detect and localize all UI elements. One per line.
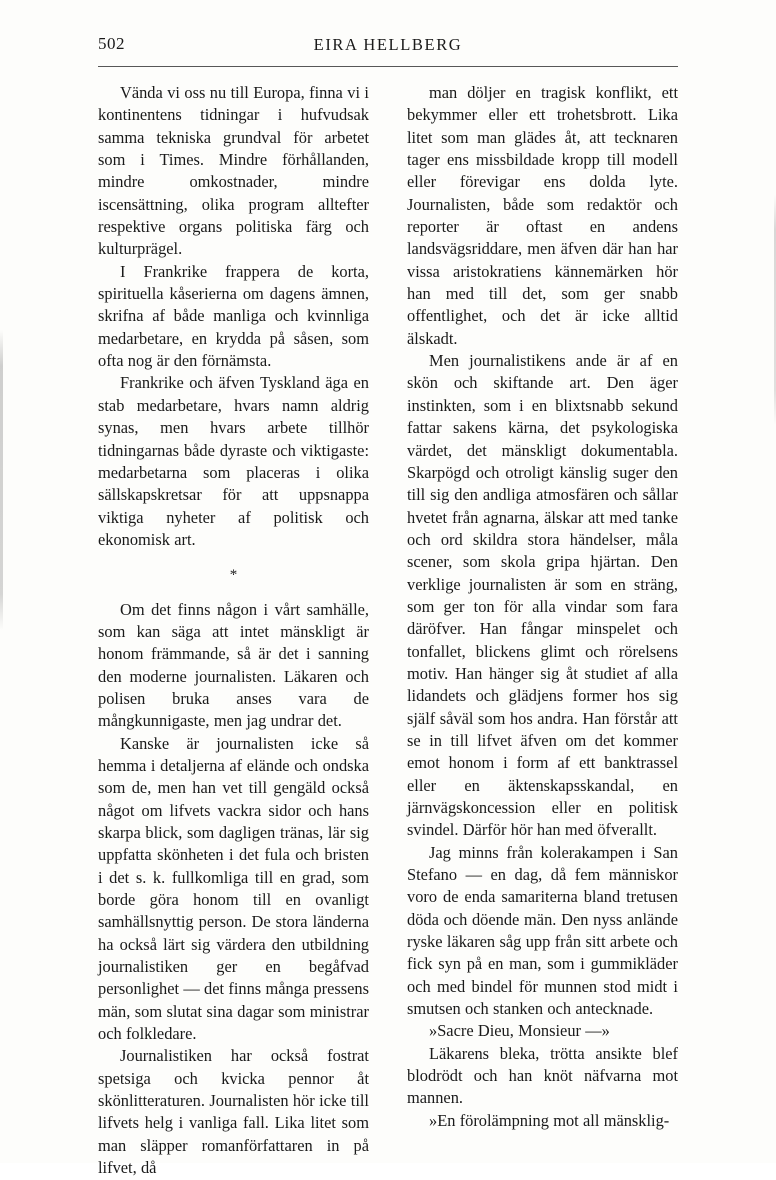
header-rule bbox=[98, 66, 678, 67]
paragraph: Journalistiken har också fostrat spetsiga och kvicka pennor åt skönlitteraturen. Journalisten hör icke till lifvets helg i vanliga fall. Lika litet som man släpper romanförfattaren in på lifvet, då bbox=[98, 1046, 369, 1178]
running-head-title: EIRA HELLBERG bbox=[313, 35, 463, 54]
paragraph: Jag minns från kolerakampen i San Stefano — en dag, då fem människor voro de enda samariterna bland tretusen döda och döende män. Den nyss anlände ryske läkaren såg upp från sitt arbete och fick syn på en man, som i gummikläder och med bindel för munnen stod midt i smutsen och stanken och antecknade. bbox=[407, 842, 678, 1019]
paragraph: Kanske är journalisten icke så hemma i detaljerna af elände och ondska som de, men han vet till gengäld också något om lifvets vackra sidor och hans skarpa blick, som dagligen tränas, lär sig uppfatta skönheten i det fula och bristen i det s. k. fullkomliga till en grad, som borde göra honom till en ovanligt samhällsnyttig person. De stora länderna ha också lärt sig värdera den utbildning journalistiken ger en begåfvad personlighet — det finns många pressens män, som slutat sina dagar som ministrar och folkledare. bbox=[98, 733, 369, 1044]
column-right bbox=[407, 82, 678, 1130]
paragraph: Vända vi oss nu till Europa, finna vi i kontinentens tidningar i hufvudsak samma tekniska grundval för arbetet som i Times. Mindre förhållanden, mindre omkostnader, mindre iscensättning, olika program alltefter respektive organs politiska färg och kulturprägel. bbox=[98, 83, 369, 259]
paragraph: »Sacre Dieu, Monsieur —» bbox=[429, 1021, 610, 1041]
text-columns bbox=[98, 82, 678, 1178]
paragraph: Men journalistikens ande är af en skön och skiftande art. Den äger instinkten, som i en blixtsnabb sekund fattar sakens kärna, det psykologiska värdet, det mänskligt dokumentabla. Skarpögd och otroligt känslig suger den till sig den andliga atmosfären och sållar hvetet från agnarna, älskar att med tanke och ord skildra stora händelser, måla scener, som skola gripa hjärtan. Den verklige journalisten är som en sträng, som ger ton för alla vindar som fara däröfver. Han fångar minspelet och tonfallet, blickens glimt och rörelsens motiv. Han hänger sig åt studiet af alla lidandets och glädjens former hos sig själf såväl som hos andra. Han förstår att se in till lifvet äfven om det kommer emot honom i form af ett banktrassel eller en äktenskapsskandal, en järnvägskoncession eller en politisk svindel. Därför hör han med öfverallt. bbox=[407, 351, 678, 840]
paragraph: I Frankrike frappera de korta, spirituella kåserierna om dagens ämnen, skrifna af både manliga och kvinnliga medarbetare, en krydda på såsen, som ofta nog är den förnämsta. bbox=[98, 261, 369, 371]
scan-edge-left bbox=[0, 330, 3, 630]
paragraph: Om det finns någon i vårt samhälle, som kan säga att intet mänskligt är honom främmande, så är det i sanning den moderne journalisten. Läkaren och polisen bruka anses vara de mångkunnigaste, men jag undrar det. bbox=[98, 599, 369, 731]
section-break-asterisk: * bbox=[229, 567, 238, 584]
page-number: 502 bbox=[98, 34, 125, 53]
column-left bbox=[98, 82, 369, 1178]
running-head bbox=[98, 34, 678, 58]
paragraph: Läkarens bleka, trötta ansikte blef blodrödt och han knöt näfvarna mot mannen. bbox=[407, 1043, 678, 1108]
paragraph: »En förolämpning mot all mänsklig- bbox=[429, 1110, 670, 1130]
paragraph: Frankrike och äfven Tyskland äga en stab medarbetare, hvars namn aldrig synas, men hvars arbete tillhör tidningarnas både dyraste och viktigaste: medarbetarna som placeras i olika sällskapskretsar för att uppsnappa viktiga nyheter af politisk och ekonomisk art. bbox=[98, 373, 369, 549]
paragraph: man döljer en tragisk konflikt, ett bekymmer eller ett trohetsbrott. Lika litet som man glädes åt, att tecknaren tager ens missbildade kropp till modell eller förevigar ens dolda lyte. Journalisten, både som redaktör och reporter är oftast en andens landsvägsriddare, men äfven där han har vissa aristokratiens kännemärken hör han med till det, som ger snabb offentlighet, och det är icke alltid älskadt. bbox=[407, 83, 678, 348]
